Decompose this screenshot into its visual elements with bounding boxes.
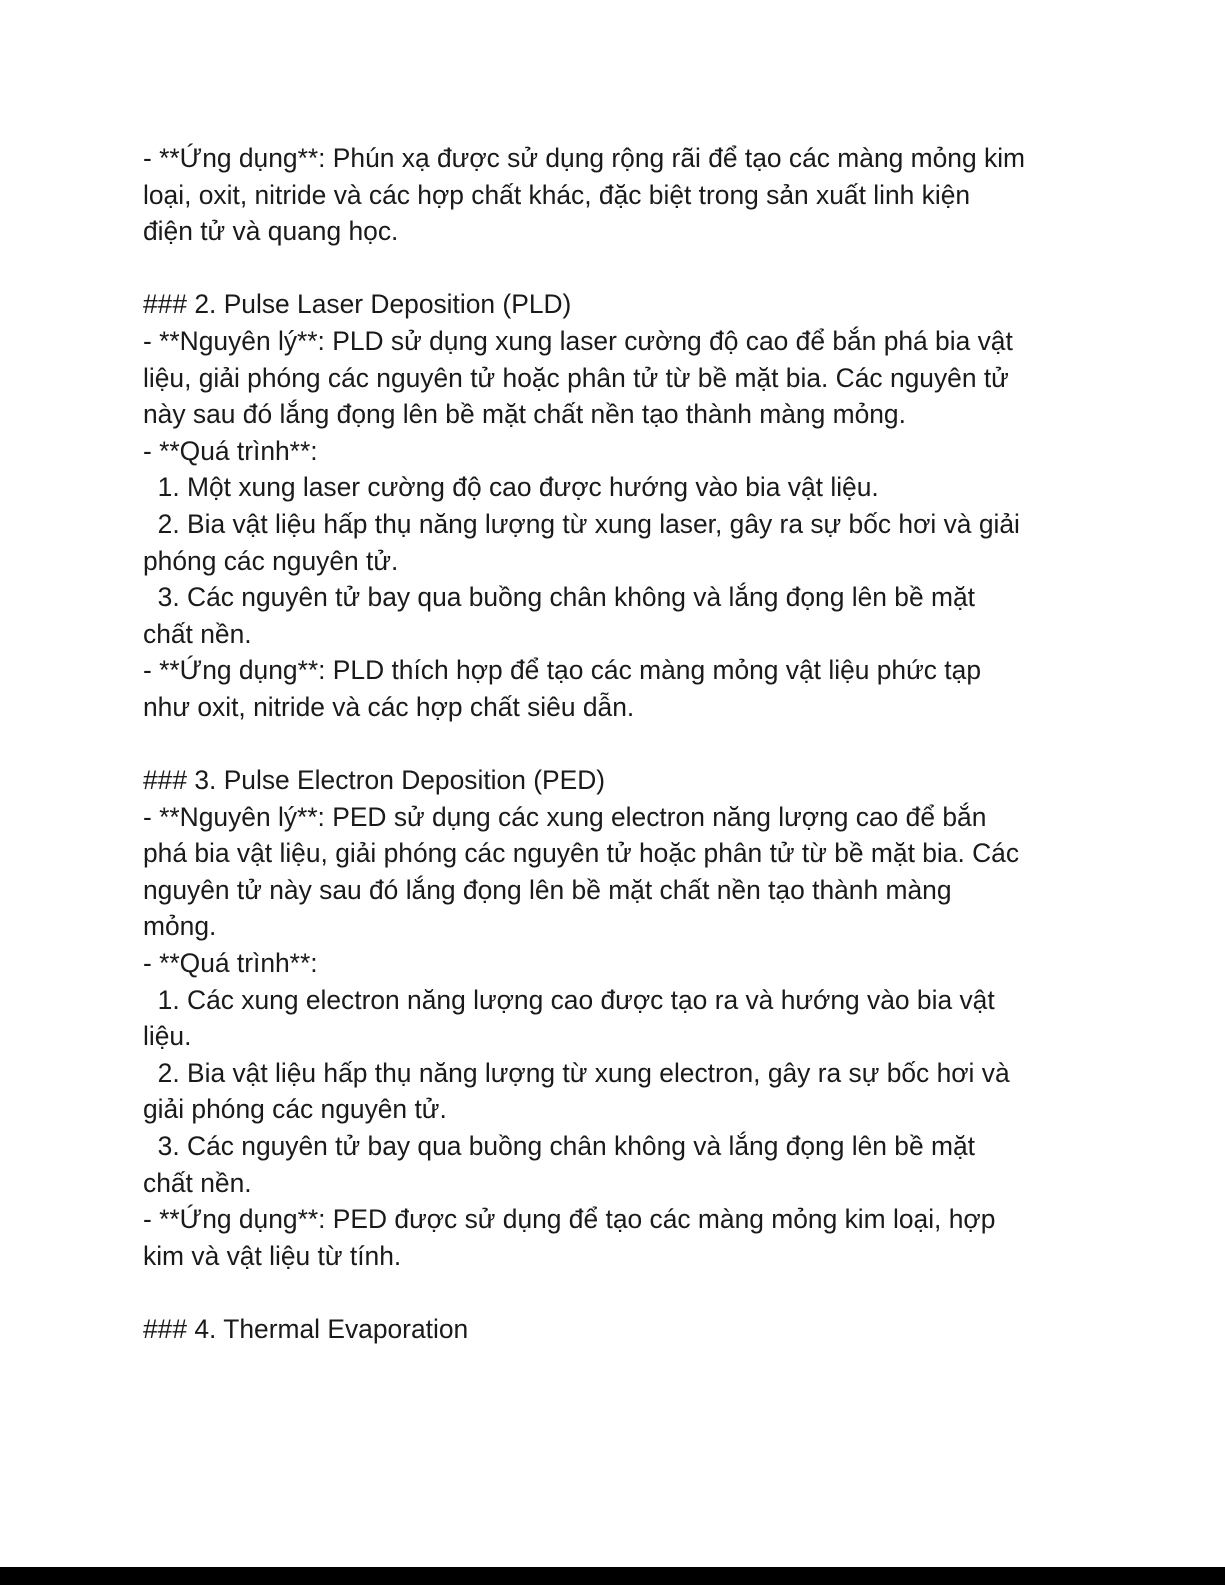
- text-line: - **Nguyên lý**: PED sử dụng các xung electron năng lượng cao để bắn: [143, 801, 987, 832]
- text-line: - **Quá trình**:: [143, 435, 318, 466]
- blank-line: [143, 1274, 1083, 1311]
- text-line: nguyên tử này sau đó lắng đọng lên bề mặt chất nền tạo thành màng: [143, 874, 952, 905]
- blank-line: [143, 250, 1083, 287]
- text-line: điện tử và quang học.: [143, 216, 399, 247]
- text-line: - **Ứng dụng**: PED được sử dụng để tạo các màng mỏng kim loại, hợp: [143, 1204, 996, 1235]
- text-line: liệu, giải phóng các nguyên tử hoặc phân tử từ bề mặt bia. Các nguyên tử: [143, 362, 1009, 393]
- text-line: chất nền.: [143, 618, 252, 649]
- text-line: phóng các nguyên tử.: [143, 545, 399, 576]
- text-line: giải phóng các nguyên tử.: [143, 1094, 447, 1125]
- list-item: 2. Bia vật liệu hấp thụ năng lượng từ xung laser, gây ra sự bốc hơi và giải: [143, 508, 1020, 539]
- list-item: 2. Bia vật liệu hấp thụ năng lượng từ xung electron, gây ra sự bốc hơi và: [143, 1057, 1010, 1088]
- list-item: 1. Các xung electron năng lượng cao được tạo ra và hướng vào bia vật: [143, 984, 995, 1015]
- text-line: - **Nguyên lý**: PLD sử dụng xung laser cường độ cao để bắn phá bia vật: [143, 325, 1013, 356]
- text-line: - **Ứng dụng**: Phún xạ được sử dụng rộng rãi để tạo các màng mỏng kim: [143, 143, 1026, 173]
- text-line: này sau đó lắng đọng lên bề mặt chất nền tạo thành màng mỏng.: [143, 399, 906, 430]
- text-line: kim và vật liệu từ tính.: [143, 1240, 402, 1271]
- text-line: - **Ứng dụng**: PLD thích hợp để tạo các màng mỏng vật liệu phức tạp: [143, 655, 981, 686]
- blank-line: [143, 726, 1083, 763]
- text-line: - **Quá trình**:: [143, 948, 318, 979]
- text-line: loại, oxit, nitride và các hợp chất khác, đặc biệt trong sản xuất linh kiện: [143, 179, 971, 210]
- list-item: 3. Các nguyên tử bay qua buồng chân không và lắng đọng lên bề mặt: [143, 582, 975, 613]
- text-line: chất nền.: [143, 1167, 252, 1198]
- document-body: [143, 140, 1083, 1348]
- list-item: 3. Các nguyên tử bay qua buồng chân không và lắng đọng lên bề mặt: [143, 1131, 975, 1162]
- text-line: như oxit, nitride và các hợp chất siêu dẫn.: [143, 691, 635, 722]
- text-line: mỏng.: [143, 911, 217, 942]
- text-line: phá bia vật liệu, giải phóng các nguyên tử hoặc phân tử từ bề mặt bia. Các: [143, 838, 1020, 869]
- section-heading: ### 3. Pulse Electron Deposition (PED): [143, 765, 606, 796]
- list-item: 1. Một xung laser cường độ cao được hướng vào bia vật liệu.: [143, 472, 879, 503]
- section-heading: ### 4. Thermal Evaporation: [143, 1314, 469, 1344]
- page-bottom-border: [0, 1567, 1225, 1585]
- section-heading: ### 2. Pulse Laser Deposition (PLD): [143, 289, 572, 320]
- text-line: liệu.: [143, 1021, 192, 1052]
